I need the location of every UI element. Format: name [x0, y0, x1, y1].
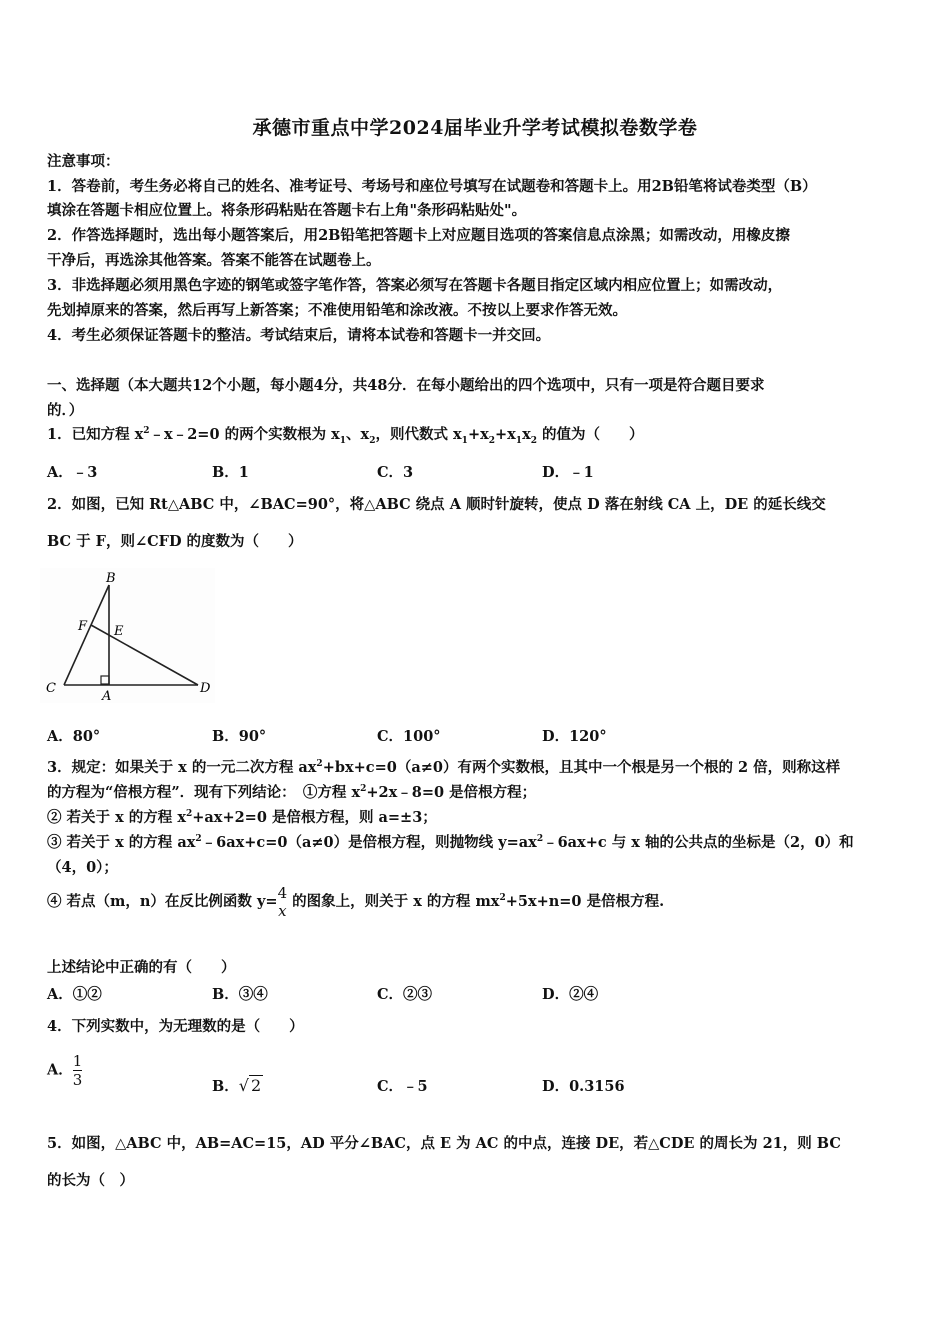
label-d: D	[200, 681, 211, 696]
q2-option-d: D．120°	[542, 728, 607, 745]
notice-line: 1．答卷前，考生务必将自己的姓名、准考证号、考场号和座位号填写在试题卷和答题卡上。用2B铅笔将试卷类型（B）	[47, 178, 817, 195]
question-2-stem-cont: BC 于 F，则∠CFD 的度数为（ ）	[47, 533, 303, 550]
q3-option-c: C．②③	[377, 986, 433, 1003]
q1-option-a: A．﹣3	[47, 464, 98, 481]
label-e: E	[114, 624, 124, 639]
section-header: 一、选择题（本大题共12个小题，每小题4分，共48分．在每小题给出的四个选项中，只有一项是符合题目要求	[47, 377, 765, 394]
question-3-prompt: 上述结论中正确的有（ ）	[47, 959, 236, 976]
figure-background	[40, 568, 215, 703]
fraction-1-over-3: $\frac{1}{3}$	[72, 1052, 83, 1089]
notice-line: 2．作答选择题时，选出每小题答案后，用2B铅笔把答题卡上对应题目选项的答案信息点涂黑；如需改动，用橡皮擦	[47, 227, 790, 244]
q3-option-b: B．③④	[212, 986, 268, 1003]
q2-option-b: B．90°	[212, 728, 267, 745]
q4-option-a: A． $\frac{1}{3}$	[47, 1052, 83, 1089]
q2-option-c: C．100°	[377, 728, 441, 745]
question-3-statement-4: ④ 若点（m，n）在反比例函数 y= 4 x 的图象上，则关于 x 的方程 $mx^2+5x+n=0$ 是倍根方程.	[47, 884, 665, 920]
question-5-stem: 5．如图，△ABC 中，AB=AC=15，AD 平分∠BAC，点 E 为 AC 的中点，连接 DE，若△CDE 的周长为 21，则 BC	[47, 1135, 841, 1152]
question-1-stem: 1．已知方程 $x^2﹣x﹣2=0$ 的两个实数根为 $x_1$、$x_2$，则代数式 $x_1+x_2+x_1x_2$ 的值为（ ）	[47, 426, 644, 446]
question-4-stem: 4．下列实数中，为无理数的是（ ）	[47, 1018, 304, 1035]
page-title: 承德市重点中学2024届毕业升学考试模拟卷数学卷	[252, 117, 698, 139]
label-b: B	[106, 571, 116, 586]
section-header-cont: 的．）	[47, 402, 84, 419]
notice-line: 干净后，再选涂其他答案。答案不能答在试题卷上。	[47, 252, 381, 269]
notice-line: 3．非选择题必须用黑色字迹的钢笔或签字笔作答，答案必须写在答题卡各题目指定区域内相应位置上；如需改动，	[47, 277, 783, 294]
question-3-statement-3: ③ 若关于 x 的方程 $ax^2﹣6ax+c=0(a\ne 0)$是倍根方程，则抛物线 $y=ax^2﹣6ax+c$ 与 x 轴的公共点的坐标是（2，0）和	[47, 834, 854, 851]
q2-option-a: A．80°	[47, 728, 101, 745]
q3-option-a: A．①②	[47, 986, 102, 1003]
question-3-statement-3-cont: （4，0）；	[47, 859, 118, 876]
question-5-stem-cont: 的长为（ ）	[47, 1172, 134, 1189]
fraction-4-over-x: 4 x	[277, 884, 288, 920]
question-3-stem: 3．规定：如果关于 x 的一元二次方程 $ax^2+bx+c=0(a\ne 0)$有两个实数根，且其中一个根是另一个根的 2 倍，则称这样	[47, 759, 841, 776]
q1-option-d: D．﹣1	[542, 464, 594, 481]
question-2-stem: 2．如图，已知 Rt△ABC 中，∠BAC=90°，将△ABC 绕点 A 顺时针旋转，使点 D 落在射线 CA 上，DE 的延长线交	[47, 496, 826, 513]
q1-option-b: B．1	[212, 464, 249, 481]
notice-line: 先划掉原来的答案，然后再写上新答案；不准使用铅笔和涂改液。不按以上要求作答无效。	[47, 302, 627, 319]
q4-option-b: B．√ 2	[212, 1076, 262, 1095]
label-f: F	[78, 619, 88, 634]
label-c: C	[46, 681, 56, 696]
notice-heading: 注意事项：	[47, 153, 120, 170]
q3-option-d: D．②④	[542, 986, 599, 1003]
question-3-line2: 的方程为“倍根方程”．现有下列结论： ①方程 $x^2+2x﹣8=0$ 是倍根方程；	[47, 784, 537, 801]
notice-line: 填涂在答题卡相应位置上。将条形码粘贴在答题卡右上角"条形码粘贴处"。	[47, 202, 527, 219]
label-a: A	[102, 689, 112, 703]
q2-triangle-figure	[40, 568, 215, 703]
q1-option-c: C．3	[377, 464, 414, 481]
q4-option-c: C．﹣5	[377, 1078, 428, 1095]
sqrt-2: √ 2	[238, 1076, 262, 1095]
notice-line: 4．考生必须保证答题卡的整洁。考试结束后，请将本试卷和答题卡一并交回。	[47, 327, 551, 344]
question-3-statement-2: ② 若关于 x 的方程 $x^2+ax+2=0$ 是倍根方程，则 a=±3；	[47, 809, 437, 826]
q4-option-d: D．0.3156	[542, 1078, 625, 1095]
